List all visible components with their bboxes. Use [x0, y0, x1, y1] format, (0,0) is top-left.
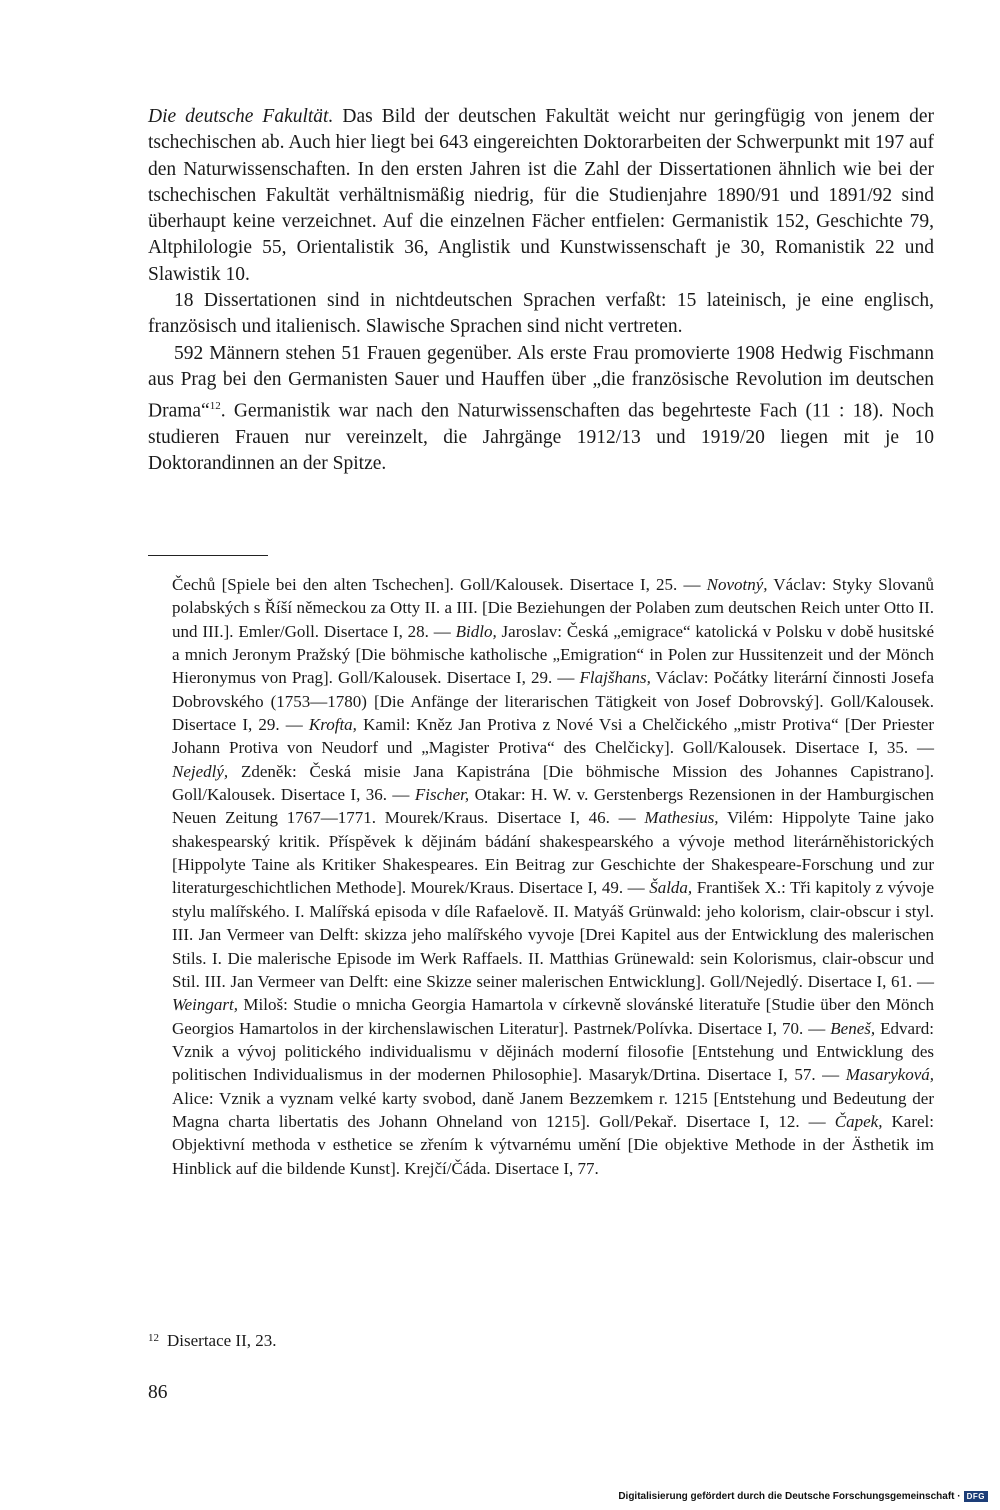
fn-text: Čechů [Spiele bei den alten Tschechen]. Goll/Kalousek. Disertace I, 25. —: [172, 575, 707, 594]
fn-text: Vilém: Hippolyte Taine jako shakespearský kritik. Příspěvek k dějinám bádání shakespearského a vývoje method literárněhistorických [Hippolyte Taine als Kritiker Shakespeares. Ein Beitrag zur Geschichte der Shakespeare-Forschung und zur literaturgeschichtlichen Methode]. Mourek/Kraus. Disertace I, 49. —: [172, 808, 935, 898]
fn-text: Miloš: Studie o mnicha Georgia Hamartola v církevně slovánské literatuře [Studie über den Mönch Georgios Hamartolos in der kirchenslawischen Literatur]. Pastrnek/Polívka. Disertace I, 70. —: [172, 995, 934, 1038]
fn-text: Jaroslav: Česká „emigrace“ katolická v Polsku v době husitské a mnich Jeronym Pražský [Die böhmische katholische „Emigration“ in Polen zur Hussitenzeit und der Mönch Hieronymus von Prag]. Goll/Kalousek. Disertace I, 29. —: [172, 621, 934, 688]
paragraph-1-text: Das Bild der deutschen Fakultät weicht nur geringfügig von jenem der tschechischen ab. Auch hier liegt bei 643 eingereichten Doktorarbeiten der Schwerpunkt mit 197 auf den Naturwissenschaften. In den ersten Jahren ist die Zahl der Dissertationen ähnlich wie bei der tschechischen Fakultät verhältnismäßig niedrig, für die Studienjahre 1890/91 und 1891/92 sind überhaupt keine verzeichnet. Auf die einzelnen Fächer entfielen: Germanistik 152, Geschichte 79, Altphilologie 55, Orientalistik 36, Anglistik und Kunstwissenschaft je 30, Romanistik 22 und Slawistik 10.: [148, 106, 934, 285]
fn-author: Bidlo,: [455, 621, 497, 641]
dfg-logo: DFG: [964, 1491, 988, 1502]
fn-author: Krofta,: [308, 715, 357, 735]
footnote-paragraph: [172, 573, 934, 1180]
paragraph-3-rest: . Germanistik war nach den Naturwissenschaften das begehrteste Fach (11 : 18). Noch studieren Frauen nur vereinzelt, die Jahrgänge 1912/13 und 1919/20 liegen mit je 10 Doktorandinnen an der Spitze.: [148, 400, 934, 475]
digitization-credit: [618, 1491, 988, 1502]
footnote-12-text: Disertace II, 23.: [167, 1331, 277, 1350]
fn-text: Karel: Objektivní methoda v esthetice se zřením k výtvarnému umění [Die objektive Methode in der Ästhetik im Hinblick auf die bildende Kunst]. Krejčí/Čáda. Disertace I, 77.: [172, 1111, 935, 1178]
fn-author: Čapek,: [834, 1111, 883, 1131]
page-number: 86: [148, 1382, 168, 1403]
main-text: [148, 104, 934, 478]
fn-text: Václav: Počátky literární činnosti Josefa Dobrovského (1753—1780) [Die Anfänge der literarischen Tätigkeit von Josef Dobrovský]. Goll/Kalousek. Disertace I, 29. —: [172, 668, 934, 735]
fn-author: Beneš,: [830, 1018, 876, 1038]
paragraph-1: [148, 104, 934, 288]
fn-author: Novotný,: [706, 575, 768, 594]
fn-author: Fischer,: [414, 785, 470, 805]
fn-text: Zdeněk: Česká misie Jana Kapistrána [Die böhmische Mission des Johannes Capistrano]. Goll/Kalousek. Disertace I, 36. —: [172, 761, 934, 805]
footnote-12-marker: 12: [148, 1332, 159, 1344]
fn-author: Weingart,: [172, 995, 238, 1015]
fn-text: Alice: Vznik a vyznam velké karty svobod, daně Janem Bezzemkem r. 1215 [Entstehung und Bedeutung der Magna charta libertatis des Johann Ohneland von 1215]. Goll/Pekař. Disertace I, 12. —: [172, 1088, 934, 1131]
fn-author: Šalda,: [649, 878, 693, 898]
fn-text: Otakar: H. W. v. Gerstenbergs Rezensionen in der Hamburgischen Neuen Zeitung 1767—1771. Mourek/Kraus. Disertace I, 46. —: [172, 785, 935, 828]
fn-text: Edvard: Vznik a vývoj politického individualismu v dějinách moderní filosofie [Entstehung und Entwicklung des politischen Individualismus in der modernen Philosophie]. Masaryk/Drtina. Disertace I, 57. —: [172, 1018, 934, 1085]
paragraph-2: 18 Dissertationen sind in nichtdeutschen Sprachen verfaßt: 15 lateinisch, je eine englisch, französisch und italienisch. Slawische Sprachen sind nicht vertreten.: [148, 290, 934, 338]
fn-author: Nejedlý,: [172, 761, 229, 781]
fn-text: Václav: Styky Slovanů polabských s Říší německou za Otty II. a III. [Die Beziehungen der Polaben zum deutschen Reich unter Otto II. und III.]. Emler/Goll. Disertace I, 28. —: [172, 575, 935, 641]
fn-author: Flajšhans,: [579, 668, 651, 688]
fn-text: František X.: Tři kapitoly z vývoje stylu malířského. I. Malířská episoda v díle Rafaelově. II. Matyáš Grünwald: jeho kolorism, clair-obscur i styl. III. Jan Vermeer van Delft: skizza jeho malířského vyvoje [Drei Kapitel aus der Entwicklung des malerischen Stils. I. Die malerische Episode im Werk Raffaels. II. Matthias Grünewald: sein Kolorismus, clair-obscur und Stil. III. Jan Vermeer van Delft: eine Skizze seiner malerischen Entwicklung]. Goll/Nejedlý. Disertace I, 61. —: [172, 878, 934, 991]
paragraph-3-text: 592 Männern stehen 51 Frauen gegenüber. Als erste Frau promovierte 1908 Hedwig Fischmann aus Prag bei den Germanisten Sauer und Hauffen über „die französische Revolution im deutschen Drama“: [148, 342, 934, 422]
paragraph-3: [148, 341, 934, 478]
footnote-12: [148, 1327, 934, 1352]
fn-author: Mathesius,: [644, 808, 719, 828]
section-heading: Die deutsche Fakultät.: [148, 106, 334, 127]
fn-text: Kamil: Kněz Jan Protiva z Nové Vsi a Chelčického „mistr Protiva“ [Der Priester Johann Protiva von Neudorf und „Magister Protiva“ des Chelčicky]. Goll/Kalousek. Disertace I, 35. —: [172, 715, 935, 758]
credit-text: Digitalisierung gefördert durch die Deutsche Forschungsgemeinschaft ·: [618, 1491, 961, 1502]
fn-author: Masaryková,: [845, 1065, 934, 1085]
footnote-ref-12[interactable]: 12: [209, 400, 221, 413]
footnote-continuation: [172, 573, 934, 1180]
footnote-divider: [148, 555, 268, 556]
